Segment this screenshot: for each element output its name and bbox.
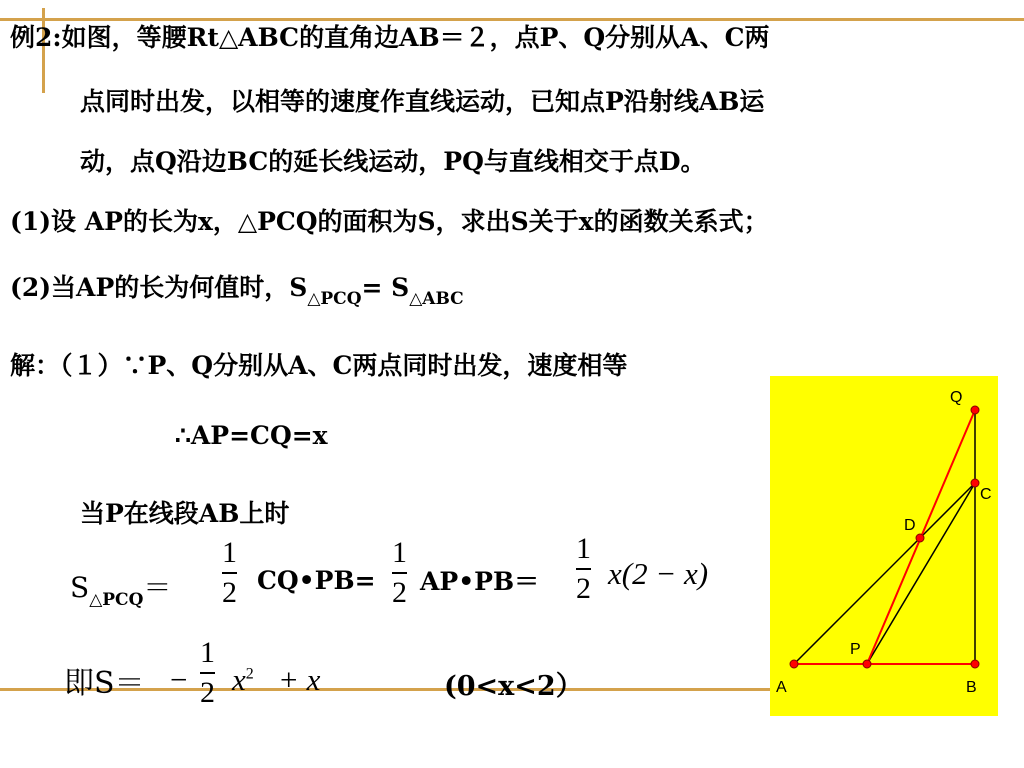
decor-top-line xyxy=(0,18,1024,21)
point-p xyxy=(863,660,871,668)
point-b xyxy=(971,660,979,668)
ap-pb-term: AP•PB＝ xyxy=(420,567,540,596)
domain-condition: (0<x<2） xyxy=(444,671,583,702)
label-c: C xyxy=(980,486,992,503)
problem-part-2 xyxy=(10,272,464,315)
solution-line-3: 当P在线段AB上时 xyxy=(80,499,290,528)
part2-eq: = S xyxy=(361,273,410,302)
fraction-half-4: 1 2 xyxy=(200,636,215,709)
s-sub-pcq: △PCQ xyxy=(89,590,144,610)
part2-sub-pcq: △PCQ xyxy=(307,289,362,309)
solution-line-1: 解：（１）∵P、Q分别从A、C两点同时出发，速度相等 xyxy=(10,351,628,380)
s-letter: S xyxy=(70,571,90,604)
fraction-half-3: 1 2 xyxy=(576,532,591,605)
problem-line-2: 点同时出发，以相等的速度作直线运动，已知点P沿射线AB运 xyxy=(80,87,765,116)
geometry-figure xyxy=(770,376,998,716)
label-b: B xyxy=(966,679,977,696)
label-q: Q xyxy=(950,389,963,406)
result-label: 即S＝ xyxy=(64,666,145,701)
point-a xyxy=(790,660,798,668)
label-d: D xyxy=(904,517,916,534)
equals-1: ＝ xyxy=(143,571,172,604)
solution-line-2: ∴AP=CQ=x xyxy=(175,421,328,450)
cq-pb-term: CQ•PB= xyxy=(257,566,376,595)
fraction-half-1: 1 2 xyxy=(222,536,237,609)
fraction-half-2: 1 2 xyxy=(392,536,407,609)
point-d xyxy=(916,534,924,542)
point-q xyxy=(971,406,979,414)
label-a: A xyxy=(776,679,787,696)
minus-sign: − xyxy=(170,662,188,697)
segment-ac xyxy=(794,483,975,664)
area-formula-label xyxy=(70,566,171,610)
expression-x-2-minus-x: x(2 − x) xyxy=(608,556,709,591)
part2-text: (2)当AP的长为何值时，S xyxy=(10,273,308,302)
segment-pc xyxy=(867,483,975,664)
geometry-diagram xyxy=(770,376,998,716)
label-p: P xyxy=(850,641,861,658)
part2-sub-abc: △ABC xyxy=(409,289,464,309)
x-squared: $x^2$ xyxy=(232,662,254,697)
problem-line-1: 例2:如图，等腰Rt△ABC的直角边AB＝２，点P、Q分别从A、C两 xyxy=(10,23,770,52)
point-c xyxy=(971,479,979,487)
problem-part-1: (1)设 AP的长为x，△PCQ的面积为S，求出S关于x的函数关系式； xyxy=(10,207,769,236)
problem-line-3: 动，点Q沿边BC的延长线运动，PQ与直线相交于点D。 xyxy=(80,147,706,176)
plus-x: + x xyxy=(278,662,321,697)
